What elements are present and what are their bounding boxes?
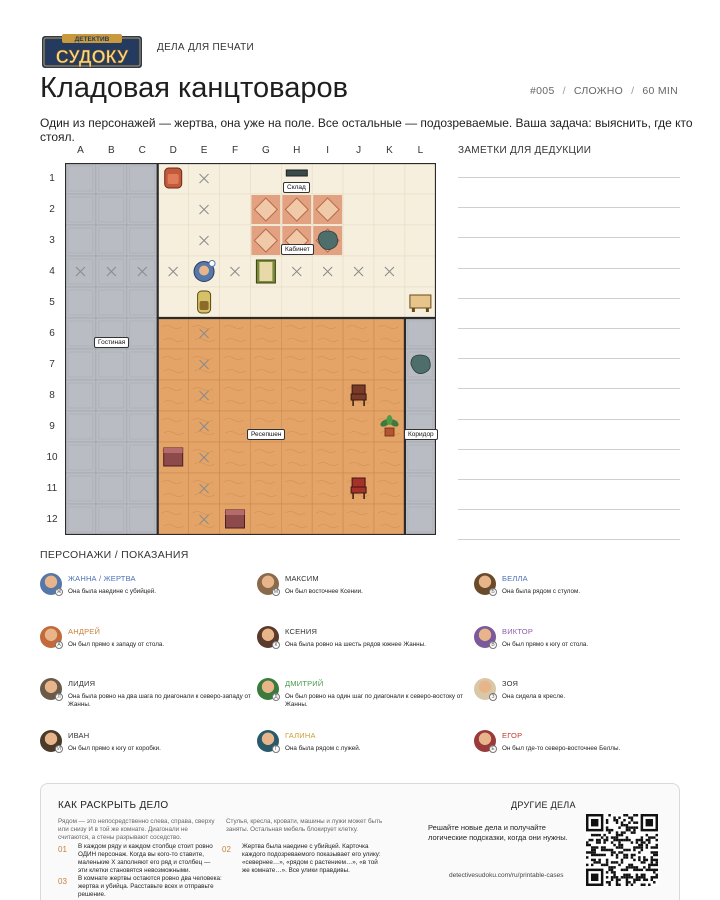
board-cell[interactable] [405, 473, 436, 504]
suspect-name: МАКСИМ [285, 574, 319, 583]
board-cell[interactable] [220, 194, 251, 225]
board-cell[interactable] [158, 194, 189, 225]
board-cell[interactable] [96, 411, 127, 442]
board-cell[interactable] [374, 380, 405, 411]
suspect-name: ЕГОР [502, 731, 523, 740]
board-grid[interactable] [65, 163, 436, 535]
suspect-clue: Она была рядом с лужей. [285, 745, 361, 752]
row-label: 6 [49, 328, 55, 339]
suspects-title: ПЕРСОНАЖИ / ПОКАЗАНИЯ [40, 549, 189, 561]
board-cell[interactable] [250, 442, 281, 473]
board-cell[interactable] [343, 225, 374, 256]
board-cell[interactable] [250, 287, 281, 318]
row-label: 7 [49, 359, 55, 370]
board-cell[interactable] [220, 163, 251, 194]
board-cell[interactable] [158, 411, 189, 442]
suspect-badge: Л [55, 693, 63, 701]
case-number: #005 [530, 85, 555, 97]
board-cell[interactable] [158, 287, 189, 318]
time-limit: 60 MIN [642, 85, 678, 97]
board-cell[interactable] [374, 318, 405, 349]
board-cell[interactable] [405, 256, 436, 287]
other-cases-title: ДРУГИЕ ДЕЛА [511, 800, 576, 810]
board-cell[interactable] [374, 163, 405, 194]
row-label: 12 [46, 514, 58, 525]
column-label: D [169, 145, 177, 156]
suspect-badge: Ж [56, 589, 62, 595]
suspect-badge: З [489, 693, 497, 701]
suspect-clue: Он был прямо к западу от стола. [68, 641, 165, 648]
row-label: 11 [46, 483, 58, 494]
step-number: 03 [58, 877, 67, 886]
column-label: E [200, 145, 208, 156]
brand-subtitle: ДЕЛА ДЛЯ ПЕЧАТИ [157, 42, 254, 53]
board-cell[interactable] [405, 442, 436, 473]
room-label-office: Кабинет [281, 244, 314, 255]
board-cell[interactable] [127, 225, 158, 256]
suspect-name: ДМИТРИЙ [285, 679, 324, 688]
suspect-clue: Она была ровно на два шага по диагонали к северо-западу от Жанны. [68, 693, 251, 708]
board-cell[interactable] [127, 163, 158, 194]
board-cell[interactable] [250, 473, 281, 504]
note-line[interactable] [458, 207, 680, 208]
board-cell[interactable] [65, 380, 96, 411]
book-icon [256, 260, 275, 283]
board-cell[interactable] [405, 318, 436, 349]
board-cell[interactable] [158, 318, 189, 349]
note-line[interactable] [458, 358, 680, 359]
board-cell[interactable] [127, 504, 158, 535]
board-cell[interactable] [312, 380, 343, 411]
qr-code[interactable] [586, 814, 658, 886]
board-cell[interactable] [65, 411, 96, 442]
note-line[interactable] [458, 419, 680, 420]
note-line[interactable] [458, 449, 680, 450]
board-cell[interactable] [312, 349, 343, 380]
row-label: 5 [49, 297, 55, 308]
difficulty: СЛОЖНО [573, 85, 624, 97]
other-cases-desc: Решайте новые дела и получайте логические подсказки, когда они нужны. [428, 823, 568, 842]
suspect-badge: Г [272, 745, 280, 753]
suspect-clue: Она была ровно на шесть рядов южнее Жанны. [285, 641, 426, 648]
board-cell[interactable] [127, 287, 158, 318]
board-cell[interactable] [312, 473, 343, 504]
board-cell[interactable] [65, 318, 96, 349]
note-line[interactable] [458, 509, 680, 510]
step-number: 01 [58, 845, 67, 854]
room-label-reception: Ресепшен [247, 429, 285, 440]
row-label: 9 [49, 421, 55, 432]
board-cell[interactable] [96, 349, 127, 380]
note-line[interactable] [458, 268, 680, 269]
board-cell[interactable] [65, 473, 96, 504]
svg-text:СУДОКУ: СУДОКУ [55, 47, 129, 67]
board-cell[interactable] [405, 163, 436, 194]
board-cell[interactable] [220, 225, 251, 256]
column-label: C [138, 145, 146, 156]
board-cell[interactable] [250, 504, 281, 535]
suspect-clue: Он был где-то северо-восточнее Беллы. [502, 745, 621, 752]
board-cell[interactable] [374, 349, 405, 380]
how-to-intro: Рядом — это непосредственно слева, справа, сверху или снизу И в той же комнате. Диагонали не считаются, а стены разрывают соседство. [58, 818, 215, 841]
row-label: 8 [49, 390, 55, 401]
board-cell[interactable] [343, 194, 374, 225]
board-cell[interactable] [96, 442, 127, 473]
board-cell[interactable] [158, 225, 189, 256]
board-cell[interactable] [65, 349, 96, 380]
board-cell[interactable] [312, 287, 343, 318]
step-number: 02 [222, 845, 231, 854]
board-cell[interactable] [220, 349, 251, 380]
shelf-icon [286, 170, 307, 176]
board-cell[interactable] [343, 318, 374, 349]
board-cell[interactable] [281, 473, 312, 504]
board-cell[interactable] [158, 349, 189, 380]
board-cell[interactable] [374, 473, 405, 504]
svg-text:ДЕТЕКТИВ: ДЕТЕКТИВ [74, 36, 110, 43]
page-title: Кладовая канцтоваров [40, 72, 348, 104]
suspect-clue: Он был прямо к югу от коробки. [68, 745, 161, 752]
how-to-title: КАК РАСКРЫТЬ ДЕЛО [58, 800, 169, 811]
suspect-name: БЕЛЛА [502, 574, 528, 583]
board-cell[interactable] [374, 504, 405, 535]
board-cell[interactable] [343, 504, 374, 535]
board-cell[interactable] [250, 380, 281, 411]
board-cell[interactable] [281, 380, 312, 411]
suspect-clue: Она была наедине с убийцей. [68, 588, 157, 595]
note-line[interactable] [458, 298, 680, 299]
puzzle-meta: #005 / СЛОЖНО / 60 MIN [530, 85, 678, 97]
suspect-clue: Она была рядом с стулом. [502, 588, 581, 595]
step-text: Жертва была наедине с убийцей. Карточка каждого подозреваемого показывает его улику: «севернее…», «рядом с растением…», «в той же комнате…». Все улики правдивы. [242, 843, 381, 874]
board-cell[interactable] [158, 380, 189, 411]
suspect-clue: Он был ровно на один шаг по диагонали к северо-востоку от Жанны. [285, 693, 464, 708]
suspect-name: ВИКТОР [502, 627, 534, 636]
suspect-clue: Он был прямо к югу от стола. [502, 641, 589, 648]
suspect-badge: Д [272, 693, 280, 701]
board-cell[interactable] [312, 163, 343, 194]
board-cell[interactable] [281, 318, 312, 349]
notes-title: ЗАМЕТКИ ДЛЯ ДЕДУКЦИИ [458, 145, 592, 156]
column-label: K [386, 145, 393, 156]
note-line[interactable] [458, 177, 680, 178]
board-cell[interactable] [65, 225, 96, 256]
board-cell[interactable] [220, 380, 251, 411]
note-line[interactable] [458, 539, 680, 540]
board-cell[interactable] [405, 194, 436, 225]
suspect-name: ЛИДИЯ [68, 679, 96, 688]
board-cell[interactable] [374, 194, 405, 225]
note-line[interactable] [458, 237, 680, 238]
suspect-badge: И [55, 745, 63, 753]
board-cell[interactable] [96, 380, 127, 411]
board-cell[interactable] [96, 194, 127, 225]
note-line[interactable] [458, 328, 680, 329]
suspect-clue: Он был восточнее Ксении. [285, 588, 363, 595]
board-cell[interactable] [343, 287, 374, 318]
column-label: I [326, 145, 330, 156]
suspect-badge: Б [489, 588, 497, 596]
suspect-name: ГАЛИНА [285, 731, 316, 740]
board-cell[interactable] [65, 504, 96, 535]
board-cell[interactable] [281, 442, 312, 473]
board-cell[interactable] [127, 349, 158, 380]
board-cell[interactable] [96, 504, 127, 535]
board-cell[interactable] [65, 163, 96, 194]
row-label: 3 [49, 235, 55, 246]
column-label: B [108, 145, 115, 156]
board-cell[interactable] [312, 318, 343, 349]
suspect-name: АНДРЕЙ [68, 627, 101, 636]
board-cell[interactable] [127, 380, 158, 411]
board-cell[interactable] [374, 225, 405, 256]
suspect-name: ЗОЯ [502, 679, 519, 688]
suspect-name: КСЕНИЯ [285, 627, 318, 636]
seat-icon [198, 291, 211, 313]
column-label: L [417, 145, 424, 156]
column-label: J [356, 145, 362, 156]
board-cell[interactable] [374, 442, 405, 473]
board-cell[interactable] [343, 411, 374, 442]
suspect-badge: А [55, 641, 63, 649]
column-label: A [77, 145, 84, 156]
board-cell[interactable] [96, 163, 127, 194]
note-line[interactable] [458, 479, 680, 480]
room-label-storage: Склад [283, 182, 310, 193]
board-cell[interactable] [374, 287, 405, 318]
column-label: F [231, 145, 239, 156]
suspect-badge: М [273, 589, 279, 595]
board-cell[interactable] [343, 442, 374, 473]
board-cell[interactable] [220, 442, 251, 473]
board-cell[interactable] [343, 163, 374, 194]
note-line[interactable] [458, 388, 680, 389]
board-cell[interactable] [127, 411, 158, 442]
board-cell[interactable] [65, 194, 96, 225]
board-cell[interactable] [127, 473, 158, 504]
step-text: В комнате жертвы остаются ровно два человека: жертва и убийца. Расставьте всех и отправьте решение. [78, 875, 222, 898]
column-label: G [262, 145, 270, 156]
victim-token[interactable] [194, 261, 215, 282]
suspect-name: ИВАН [68, 731, 90, 740]
board-cell[interactable] [281, 411, 312, 442]
board-cell[interactable] [405, 504, 436, 535]
board-cell[interactable] [343, 349, 374, 380]
board-cell[interactable] [250, 349, 281, 380]
row-label: 2 [49, 204, 55, 215]
intro-text: Один из персонажей — жертва, она уже на поле. Все остальные — подозреваемые. Ваша задача: выяснить, где кто стоял. [40, 116, 693, 144]
board-cell[interactable] [220, 287, 251, 318]
board-cell[interactable] [220, 473, 251, 504]
room-label-living: Гостиная [94, 337, 129, 348]
brand-logo [40, 34, 144, 70]
box-icon [226, 510, 245, 528]
how-to-intro-2: Стулья, кресла, кровати, машины и лужи может быть заняты. Остальная мебель блокирует клетку. [226, 818, 383, 833]
suspect-badge: В [489, 641, 497, 649]
board-cell[interactable] [158, 504, 189, 535]
board-cell[interactable] [220, 318, 251, 349]
board-cell[interactable] [405, 225, 436, 256]
board-cell[interactable] [281, 349, 312, 380]
row-label: 4 [49, 266, 55, 277]
board-cell[interactable] [127, 442, 158, 473]
suspect-clue: Она сидела в кресле. [502, 693, 566, 700]
game-board[interactable] [65, 163, 436, 535]
board-cell[interactable] [281, 287, 312, 318]
box-icon [164, 448, 183, 466]
step-text: В каждом ряду и каждом столбце стоит ровно ОДИН персонаж. Когда вы кого-то ставите, маленькие X заполняют его ряд и столбец — эти клетки становятся невозможными. [78, 843, 213, 874]
board-cell[interactable] [127, 194, 158, 225]
room-label-corridor: Коридор [404, 429, 438, 440]
board-cell[interactable] [158, 473, 189, 504]
board-cell[interactable] [96, 225, 127, 256]
board-cell[interactable] [127, 318, 158, 349]
board-cell[interactable] [312, 442, 343, 473]
board-cell[interactable] [220, 411, 251, 442]
row-label: 1 [49, 173, 55, 184]
board-cell[interactable] [65, 442, 96, 473]
armchair-icon [165, 168, 182, 188]
row-label: 10 [46, 452, 58, 463]
suspect-name: ЖАННА / ЖЕРТВА [68, 574, 136, 583]
board-cell[interactable] [96, 287, 127, 318]
board-cell[interactable] [281, 504, 312, 535]
board-cell[interactable] [96, 473, 127, 504]
suspect-badge: К [272, 641, 280, 649]
board-cell[interactable] [312, 504, 343, 535]
other-cases-link[interactable]: detectivesudoku.com/ru/printable-cases [449, 872, 564, 879]
board-cell[interactable] [312, 411, 343, 442]
board-cell[interactable] [65, 287, 96, 318]
board-cell[interactable] [250, 318, 281, 349]
board-cell[interactable] [405, 380, 436, 411]
board-cell[interactable] [250, 163, 281, 194]
suspect-badge: Е [489, 745, 497, 753]
column-label: H [293, 145, 301, 156]
